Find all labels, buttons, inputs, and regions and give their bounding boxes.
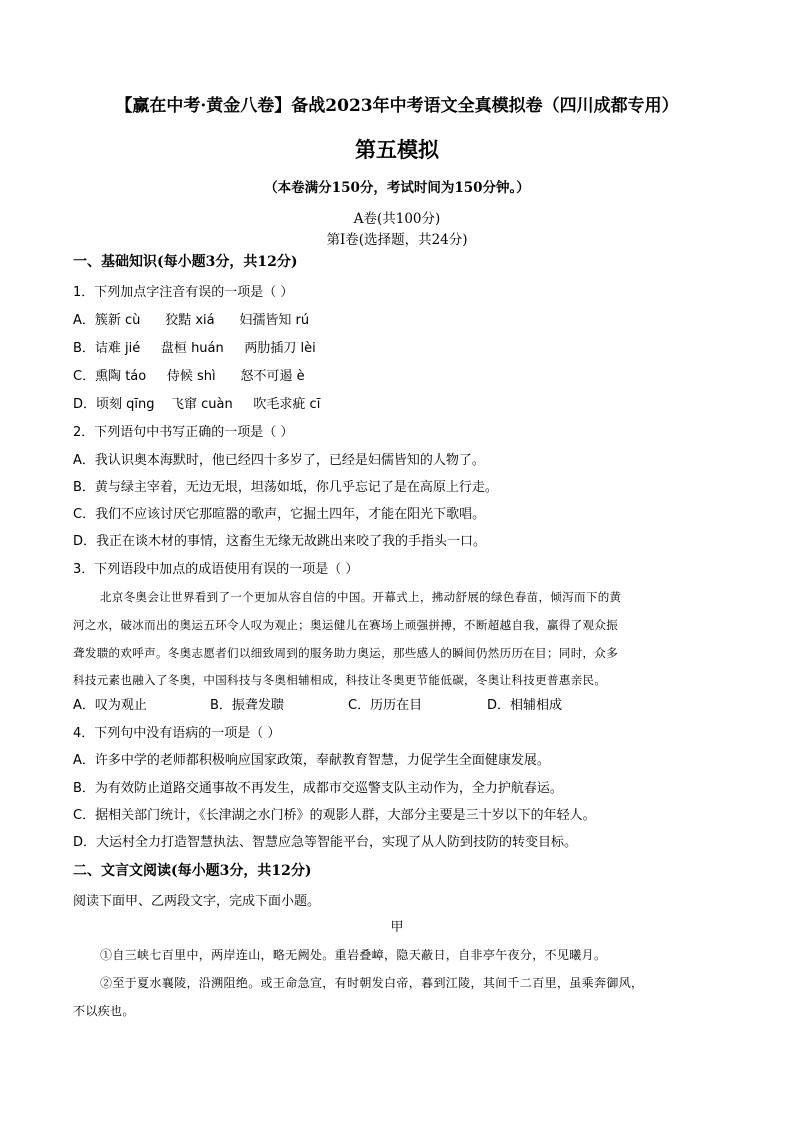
question-2-option-d: D．我正在谈木材的事情，这畜生无缘无故跳出来咬了我的手指头一口。 — [73, 534, 487, 549]
question-3-passage-line: 聋发聩的欢呼声。冬奥志愿者们以细致周到的服务助力奥运，那些感人的瞬间仍然历历在目；同时，众多 — [73, 646, 619, 660]
question-1-option-b: B．诘难 jié 盘桓 huán 两肋插刀 lèi — [73, 341, 316, 356]
part-1-label: 第Ⅰ卷(选择题，共24分) — [326, 232, 468, 248]
exam-note: （本卷满分150分，考试时间为150分钟。） — [264, 180, 530, 196]
question-3-stem: 3．下列语段中加点的成语使用有误的一项是（ ） — [73, 562, 359, 577]
question-4-option-a: A．许多中学的老师都积极响应国家政策，奉献教育智慧，力促学生全面健康发展。 — [73, 753, 550, 768]
section-2-heading: 二、文言文阅读(每小题3分，共12分) — [73, 863, 312, 879]
question-2-stem: 2．下列语句中书写正确的一项是（ ） — [73, 425, 294, 440]
passage-paragraph-2: ②至于夏水襄陵，沿溯阻绝。或王命急宣，有时朝发白帝，暮到江陵，其间千二百里，虽乘奔御风， — [100, 976, 644, 990]
question-1-option-d: D．顷刻 qīng 飞窜 cuàn 吹毛求疵 cī — [73, 397, 321, 412]
question-2-option-b: B．黄与绿主宰着，无边无垠，坦荡如坻，你几乎忘记了是在高原上行走。 — [73, 480, 498, 495]
passage-label-jia: 甲 — [390, 920, 404, 935]
passage-paragraph-1: ①自三峡七百里中，两岸连山，略无阙处。重岩叠嶂，隐天蔽日，自非亭午夜分，不见曦月。 — [100, 948, 607, 962]
question-3-passage-line: 科技元素也融入了冬奥，中国科技与冬奥相辅相成，科技让冬奥更节能低碳，冬奥让科技更普惠亲民。 — [73, 673, 607, 687]
question-4-option-c: C．据相关部门统计，《长津湖之水门桥》的观影人群，大部分主要是三十岁以下的年轻人。 — [73, 808, 596, 823]
question-3-option-c: C．历历在目 — [348, 698, 423, 713]
section-1-heading: 一、基础知识(每小题3分，共12分) — [73, 254, 298, 270]
question-4-option-d: D．大运村全力打造智慧执法、智慧应急等智能平台，实现了从人防到技防的转变目标。 — [73, 835, 578, 850]
question-4-stem: 4．下列句中没有语病的一项是（ ） — [73, 726, 281, 741]
question-3-passage-line: 河之水，破冰而出的奥运五环令人叹为观止；奥运健儿在赛场上顽强拼搏，不断超越自我，赢得了观众振 — [73, 618, 619, 632]
exam-subtitle: 第五模拟 — [355, 137, 439, 162]
question-1-stem: 1．下列加点字注音有误的一项是（ ） — [73, 285, 294, 300]
section-2-intro: 阅读下面甲、乙两段文字，完成下面小题。 — [73, 894, 321, 909]
volume-a-label: A卷(共100分) — [353, 211, 441, 227]
question-2-option-a: A．我认识奥本海默时，他已经四十多岁了，已经是妇儒皆知的人物了。 — [73, 453, 485, 468]
passage-paragraph-2-continued: 不以疾也。 — [73, 1004, 135, 1018]
question-4-option-b: B．为有效防止道路交通事故不再发生，成都市交巡警支队主动作为，全力护航春运。 — [73, 781, 563, 796]
question-1-option-c: C．熏陶 táo 侍候 shì 怒不可遏 è — [73, 369, 305, 384]
question-3-passage-line: 北京冬奥会让世界看到了一个更加从容自信的中国。开幕式上，拂动舒展的绿色春苗，倾泻而下的黄 — [100, 590, 622, 604]
question-3-option-d: D．相辅相成 — [487, 698, 563, 713]
question-3-option-b: B．振聋发聩 — [210, 698, 284, 713]
question-2-option-c: C．我们不应该讨厌它那暄嚣的歌声，它掘土四年，才能在阳光下歌唱。 — [73, 507, 486, 522]
exam-title: 【赢在中考·黄金八卷】备战2023年中考语文全真模拟卷（四川成都专用） — [115, 96, 679, 116]
question-3-option-a: A．叹为观止 — [73, 698, 147, 713]
question-1-option-a: A．簇新 cù 狡黠 xiá 妇孺皆知 rú — [73, 313, 310, 328]
